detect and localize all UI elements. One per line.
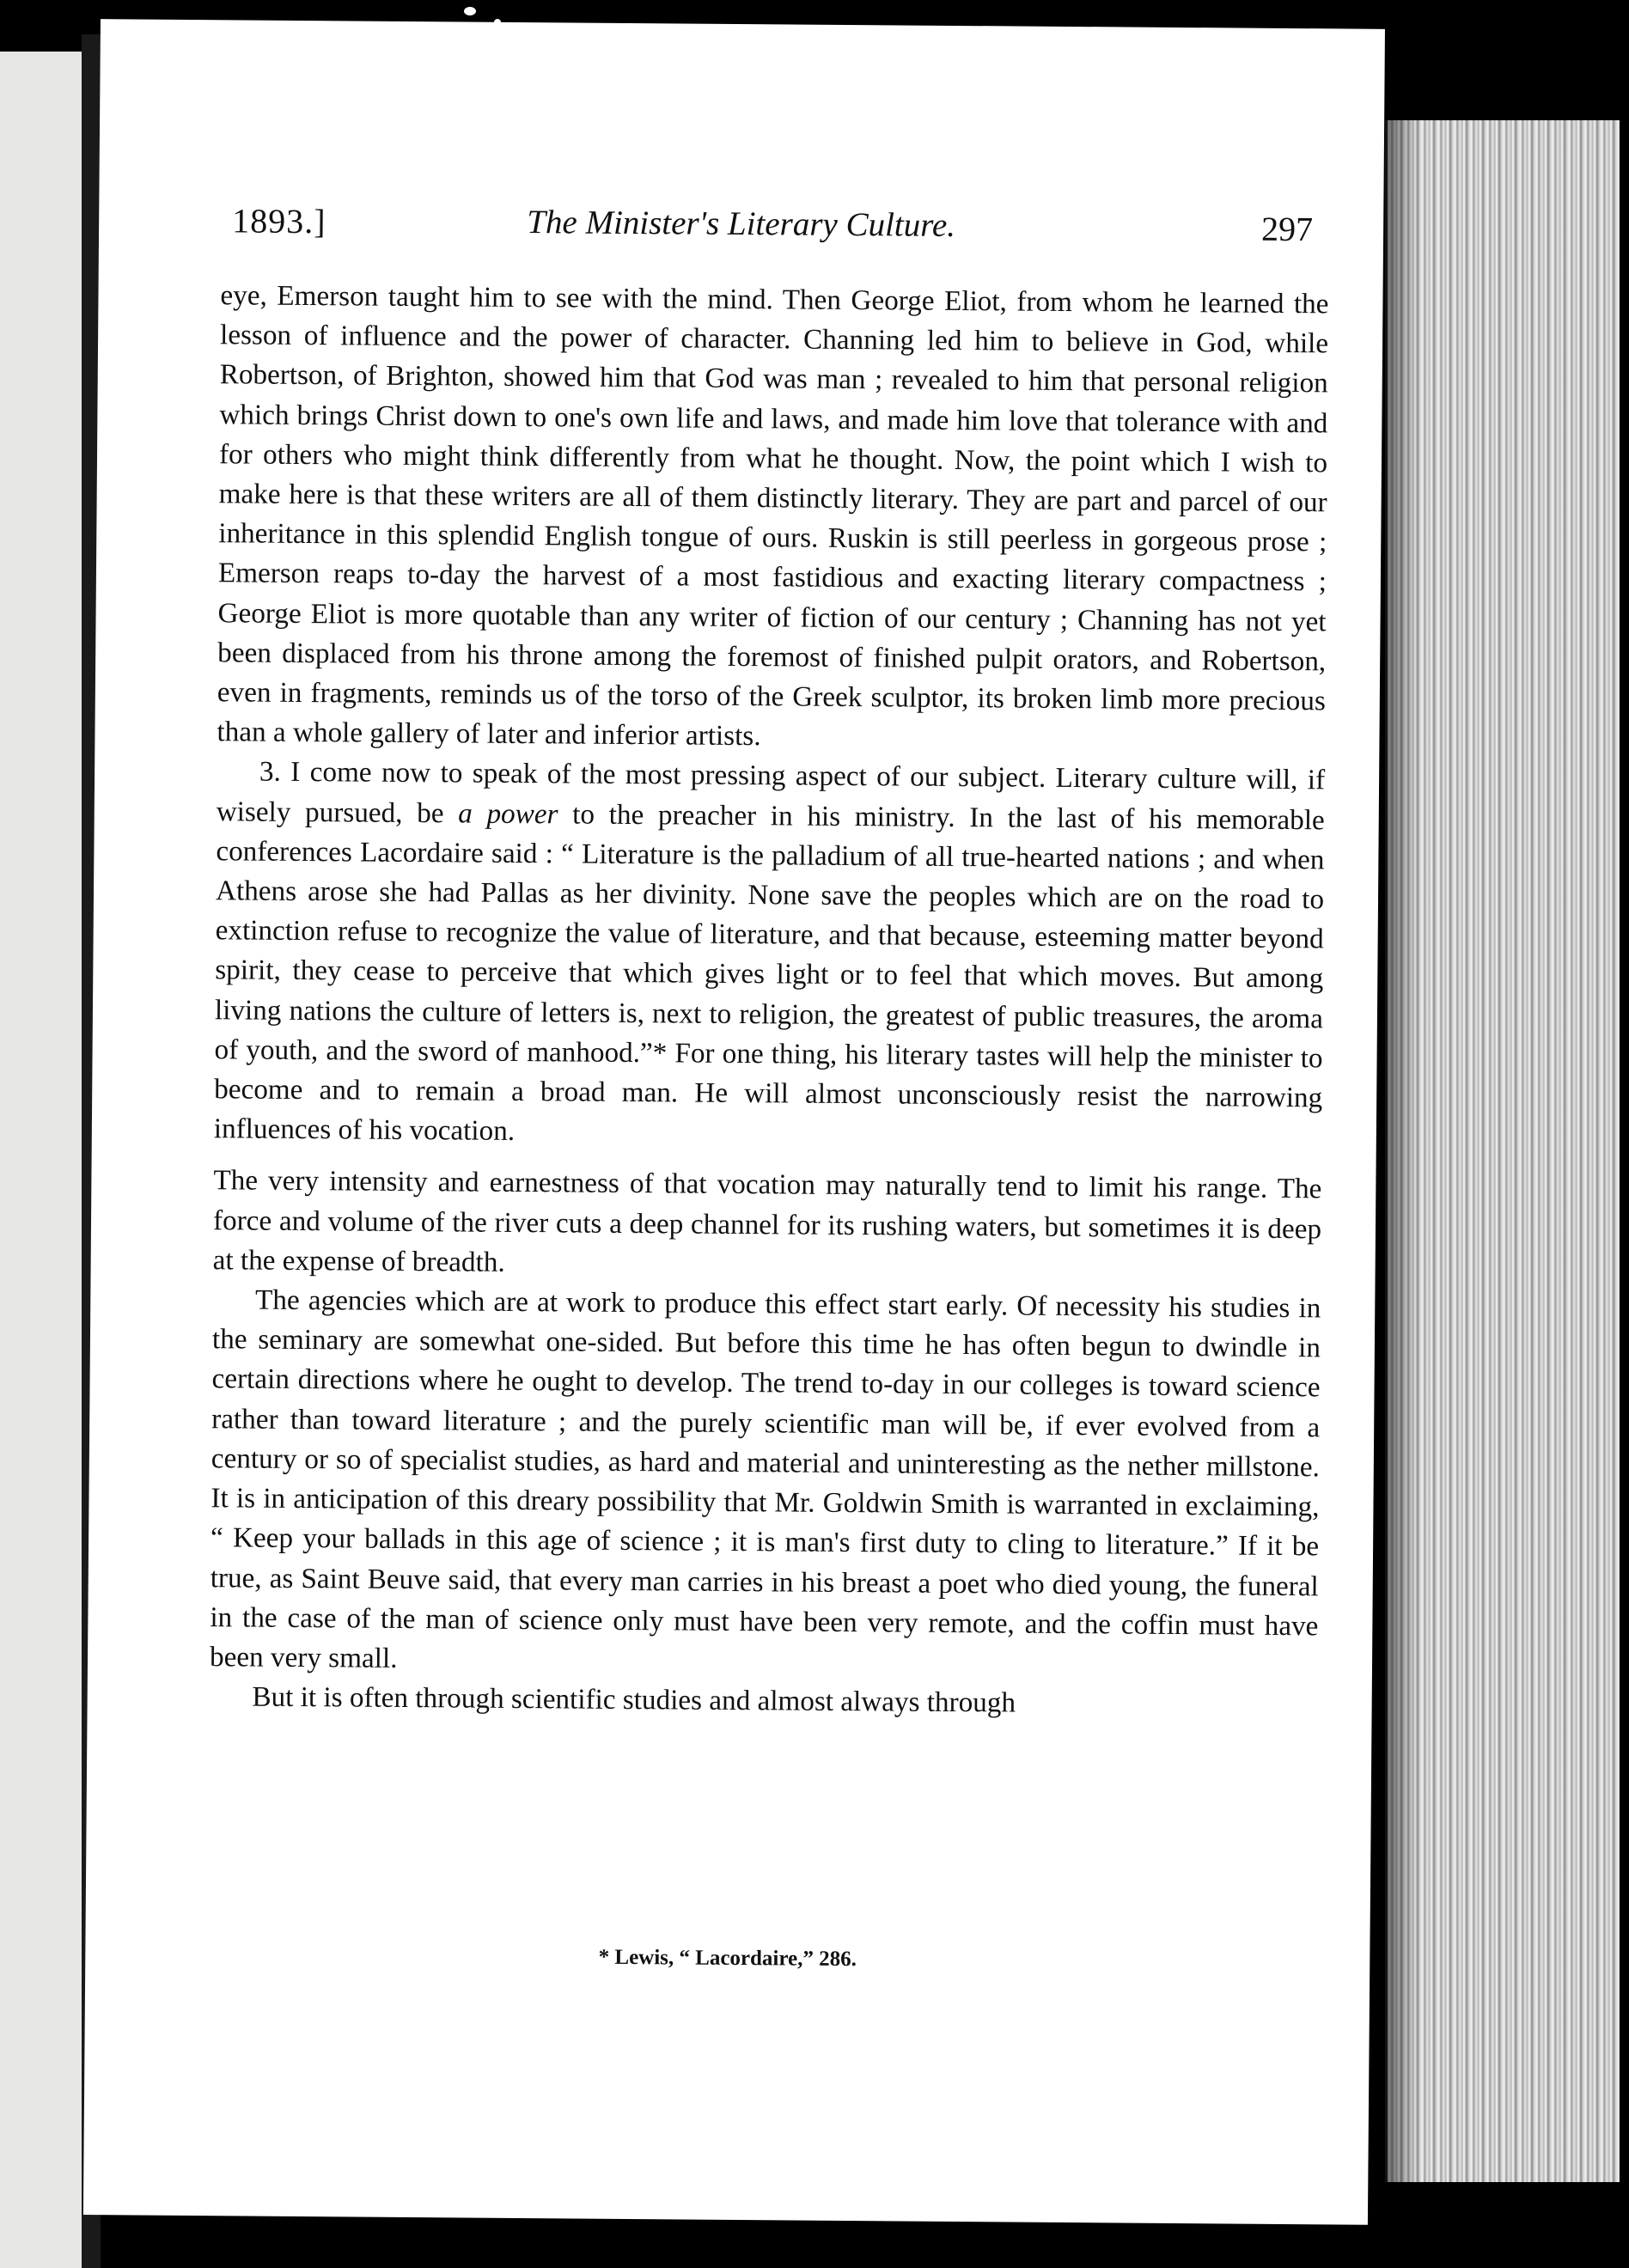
paragraph: The very intensity and earnestness of that vocation may naturally tend to limit his range. The force and volume of the river cuts a deep channel for its rushing waters, but sometimes it is deep at the expense of breadth. <box>212 1164 1322 1278</box>
book-page-edges <box>1385 120 1620 2182</box>
body-text <box>210 276 1329 1725</box>
paragraph: eye, Emerson taught him to see with the mind. Then George Eliot, from whom he learned the lesson of influence and the power of character. Channing led him to believe in God, while Robertson, of Brighton, showed him that God was man ; revealed to him that personal religion which brings Christ down to one's own life and laws, and made him love that tolerance with and for others who might think differently from what he thought. Now, the point which I wish to make here is that these writers are all of them distinctly literary. They are part and parcel of our inheritance in this splendid English tongue of ours. Ruskin is still peerless in gorgeous prose ; Emerson reaps to-day the harvest of a most fastidious and exacting literary compactness ; George Eliot is more quotable than any writer of fiction of our century ; Channing has not yet been displaced from his throne among the foremost of finished pulpit orators, and Robertson, even in fragments, reminds us of the torso of the Greek sculptor, its broken limb more precious than a whole gallery of later and inferior artists. <box>217 279 1329 753</box>
text-run: to the preacher in his ministry. In the last of his memorable conferences Lacordaire said : “ Literature is the palladium of all true-hearted nations ; and when Athens arose she had Pallas as her divinity. None save the peoples which are on the road to extinction refuse to recognize the value of literature, and that because, esteeming matter beyond spirit, they cease to perceive that which gives light or to feel that which moves. But among living nations the culture of letters is, next to religion, the greatest of public treasures, the aroma of youth, and the sword of manhood.”* For one thing, his literary tastes will help the minister to become and to remain a broad man. He will almost unconsciously resist the narrowing influences of his vocation. <box>213 797 1325 1148</box>
footnote: * Lewis, “ Lacordaire,” 286. <box>598 1945 857 1972</box>
book-page <box>83 19 1385 2225</box>
dust-speck <box>464 7 476 15</box>
paragraph: But it is often through scientific studies and almost always through <box>252 1680 1016 1719</box>
emphasis: a power <box>458 797 558 830</box>
running-head-title: The Minister's Literary Culture. <box>527 204 956 244</box>
previous-page-sliver <box>0 52 82 2268</box>
page-edge-shadow <box>1385 120 1419 2182</box>
text-run: 3. I come now to speak of the most pressing aspect of our subject. Literary culture will, if wisely pursued, be <box>216 756 1326 830</box>
paragraph: The agencies which are at work to produce this effect start early. Of necessity his studies in the seminary are somewhat one-sided. But before this time he has often begun to dwindle in certain directions where he ought to develop. The trend to-day in our colleges is toward science rather than toward literature ; and the purely scientific man will be, if ever evolved from a century or so of specialist studies, as hard and material and uninteresting as the nether millstone. It is in anticipation of this dreary possibility that Mr. Goldwin Smith is warranted in exclaiming, “ Keep your ballads in this age of science ; it is man's first duty to cling to literature.” If it be true, as Saint Beuve said, that every man carries in his breast a poet who died young, the funeral in the case of the man of science only must have been very remote, and the coffin must have been very small. <box>209 1283 1321 1674</box>
page-number: 297 <box>1260 209 1314 249</box>
running-head-year: 1893.] <box>232 201 326 241</box>
paragraph <box>214 753 1326 1158</box>
